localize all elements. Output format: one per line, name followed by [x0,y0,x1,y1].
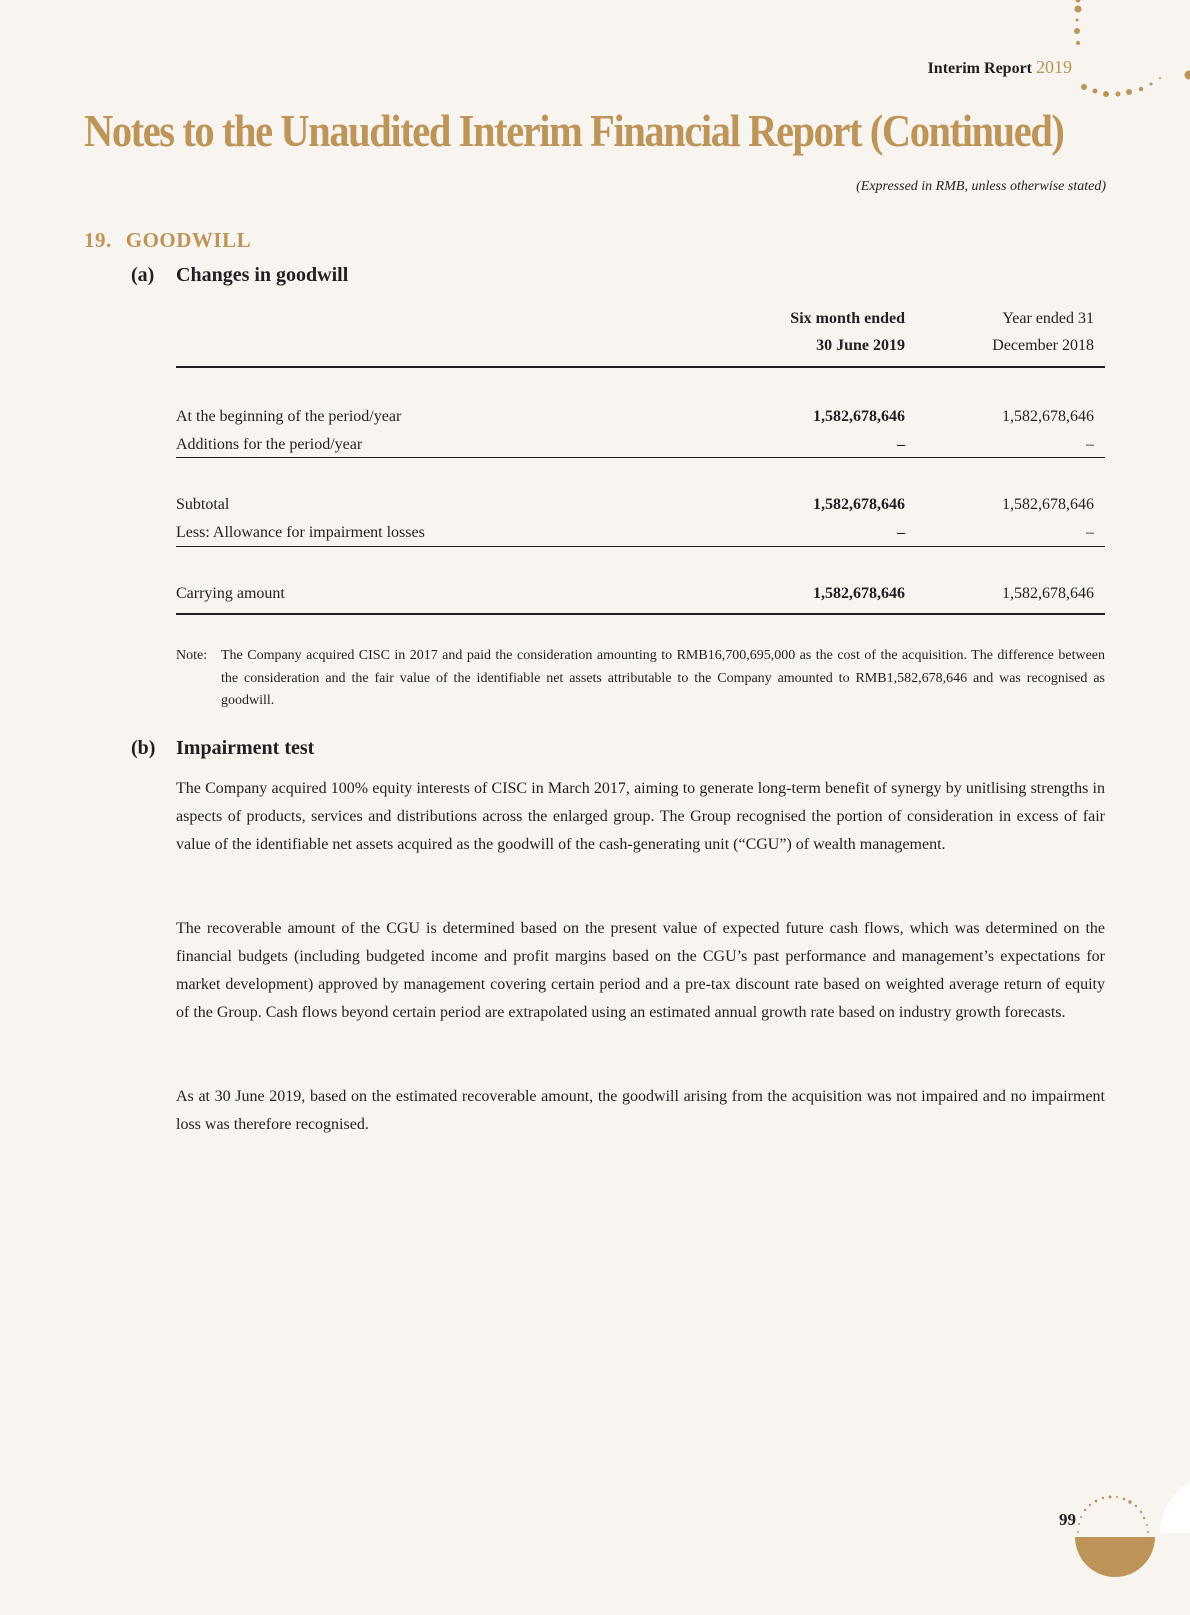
subsection-b-heading [131,737,314,760]
impairment-paragraph-2: The recoverable amount of the CGU is determined based on the present value of expected future cash flows, which was determined on the financial budgets (including budgeted income and profit margins based on the CGU’s past performance and management’s expectations for market development) approved by management covering certain period and a pre-tax discount rate based on weighted average return of equity of the Group. Cash flows beyond certain period are extrapolated using an estimated annual growth rate based on industry growth forecasts. [176,920,1105,1021]
column-header-2019 [790,305,905,359]
column-header-line1: Six month ended [790,310,905,327]
subsection-b-label: (b) [131,737,156,759]
row-value-2019: – [897,524,905,541]
impairment-paragraph-3: As at 30 June 2019, based on the estimated recoverable amount, the goodwill arising from the acquisition was not impaired and no impairment loss was therefore recognised. [176,1088,1105,1133]
table-note [176,645,1105,713]
table-row [176,493,1105,517]
row-label: Less: Allowance for impairment losses [176,524,425,541]
total-rule [176,613,1105,615]
row-value-2018: – [1086,436,1094,453]
subsection-a-label: (a) [131,264,155,286]
decorative-half-circle-icon [1060,1470,1190,1615]
report-label: Interim Report [927,60,1032,77]
row-value-2019: 1,582,678,646 [813,408,905,425]
row-label: Additions for the period/year [176,436,363,453]
column-header-line2: December 2018 [992,337,1094,354]
row-value-2018: 1,582,678,646 [1002,496,1094,513]
table-row [176,582,1105,606]
table-row [176,521,1105,545]
report-year: 2019 [1036,57,1072,77]
subsection-a-heading [131,264,348,287]
subsection-b-title: Impairment test [176,737,315,759]
row-value-2018: 1,582,678,646 [1002,585,1094,602]
section-heading [84,228,251,253]
row-value-2019: 1,582,678,646 [813,585,905,602]
page-title: Notes to the Unaudited Interim Financial Report (Continued) [84,105,1064,156]
section-title: GOODWILL [125,228,252,252]
row-value-2018: – [1086,524,1094,541]
column-header-2018 [992,305,1094,359]
row-label: Subtotal [176,496,230,513]
subsection-a-title: Changes in goodwill [176,264,349,286]
page-number: 99 [1059,1510,1076,1529]
impairment-paragraph-1: The Company acquired 100% equity interests of CISC in March 2017, aiming to generate long-term benefit of synergy by unitlising strengths in aspects of products, services and distributions across the enlarged group. The Group recognised the portion of consideration in excess of fair value of the identifiable net assets acquired as the goodwill of the cash-generating unit (“CGU”) of wealth management. [176,780,1105,853]
column-header-line1: Year ended 31 [1002,310,1094,327]
row-value-2018: 1,582,678,646 [1002,408,1094,425]
note-text: The Company acquired CISC in 2017 and paid the consideration amounting to RMB16,700,695,000 as the cost of the acquisition. The difference between the consideration and the fair value of the identifiable net assets attributable to the Company amounted to RMB1,582,678,646 and was recognised as goodwill. [221,648,1105,708]
section-number: 19. [84,228,112,252]
row-value-2019: – [897,436,905,453]
row-value-2019: 1,582,678,646 [813,496,905,513]
row-label: Carrying amount [176,585,285,602]
column-header-line2: 30 June 2019 [816,337,905,354]
row-label: At the beginning of the period/year [176,408,402,425]
table-row [176,433,1105,457]
currency-note: (Expressed in RMB, unless otherwise stated) [856,179,1106,194]
note-label: Note: [176,648,208,663]
allowance-rule [176,546,1105,547]
subtotal-rule [176,457,1105,458]
report-header [928,57,1072,78]
header-rule [176,366,1105,368]
table-row [176,405,1105,429]
decorative-dots-top-icon [1030,0,1190,110]
